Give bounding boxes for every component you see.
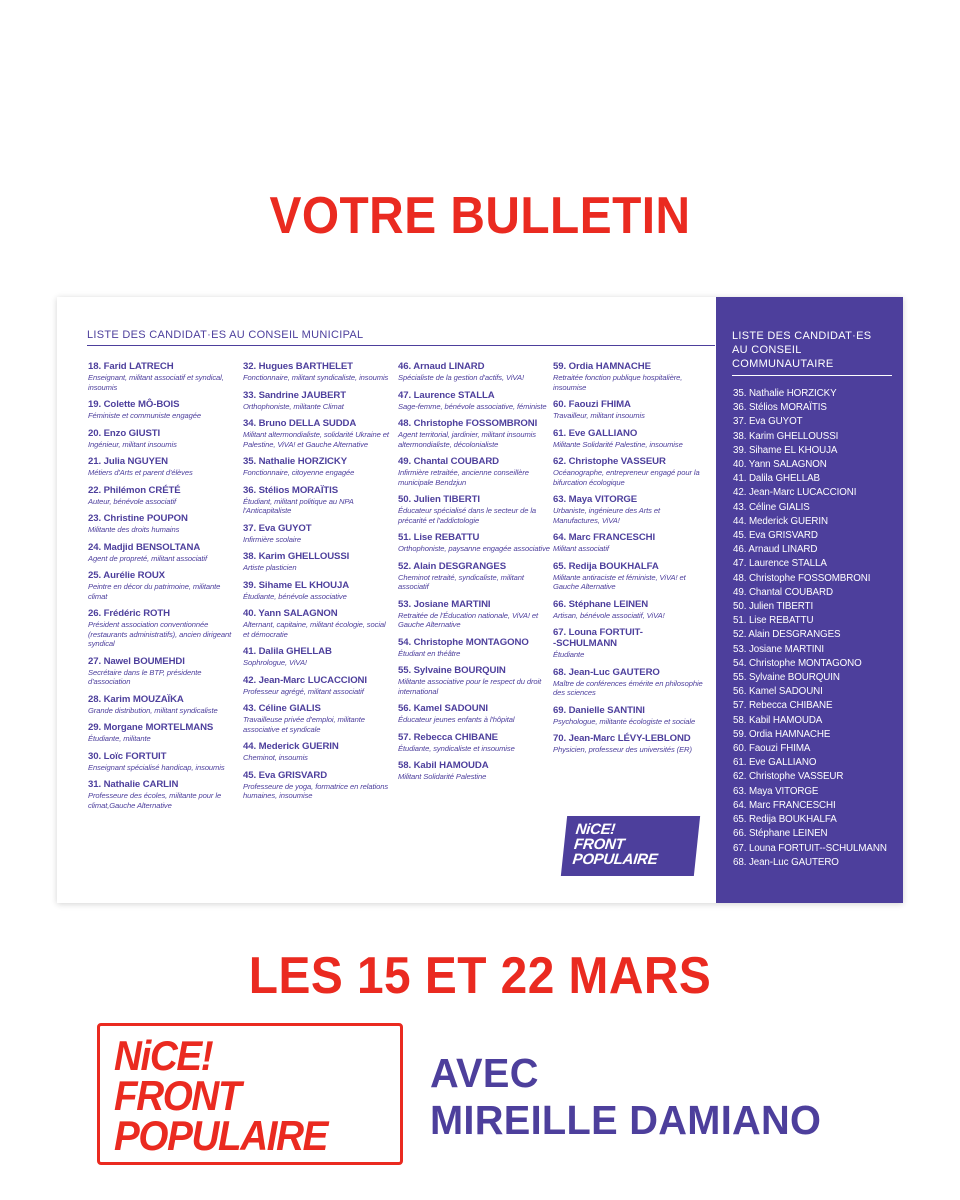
candidate-description: Professeure des écoles, militante pour le climat,Gauche Alternative xyxy=(88,791,222,810)
candidate-entry xyxy=(398,760,550,782)
candidate-entry xyxy=(553,494,705,525)
candidate-name: 29. Morgane MORTELMANS xyxy=(88,722,214,733)
candidate-description: Militant associatif xyxy=(553,544,609,553)
tagline-avec: AVEC xyxy=(430,1050,539,1096)
communautaire-candidate: 52. Alain DESGRANGES xyxy=(733,629,841,641)
candidate-name: 51. Lise REBATTU xyxy=(398,532,480,543)
candidate-name: 19. Colette MÔ-BOIS xyxy=(88,399,180,410)
candidate-description: Militante Solidarité Palestine, insoumise xyxy=(553,439,683,449)
page-title: VOTRE BULLETIN xyxy=(269,187,691,245)
candidate-entry xyxy=(553,733,705,755)
candidate-name: 69. Danielle SANTINI xyxy=(553,704,645,716)
candidate-name: 31. Nathalie CARLIN xyxy=(88,779,179,790)
candidate-description: Fonctionnaire, militant syndicaliste, insoumis xyxy=(243,373,389,382)
communautaire-candidate: 43. Céline GIALIS xyxy=(733,501,810,513)
candidate-name: 44. Mederick GUERIN xyxy=(243,741,339,752)
candidate-name: 54. Christophe MONTAGONO xyxy=(398,636,529,648)
communautaire-candidate: 59. Ordia HAMNACHE xyxy=(733,728,831,740)
candidate-entry xyxy=(88,361,238,392)
candidate-name: 62. Christophe VASSEUR xyxy=(553,456,666,467)
candidate-name: 59. Ordia HAMNACHE xyxy=(553,361,651,372)
candidate-entry xyxy=(398,494,550,525)
candidate-description: Sophrologue, ViVA! xyxy=(243,658,307,667)
candidate-name: 56. Kamel SADOUNI xyxy=(398,703,489,714)
candidate-description: Militante antiraciste et féministe, ViVA! et Gauche Alternative xyxy=(553,572,686,591)
candidate-name: 55. Sylvaine BOURQUIN xyxy=(398,665,506,676)
nice-front-populaire-logo-small xyxy=(561,816,700,876)
communautaire-candidate: 39. Sihame EL KHOUJA xyxy=(733,444,838,456)
logo-line-1: NiCE! xyxy=(114,1032,213,1079)
candidate-entry xyxy=(88,428,238,450)
candidate-entry xyxy=(88,570,238,601)
candidate-entry xyxy=(553,456,705,487)
candidate-name: 28. Karim MOUZAÏKA xyxy=(88,693,184,705)
candidate-entry xyxy=(243,485,393,516)
candidate-name: 32. Hugues BARTHELET xyxy=(243,361,353,372)
candidate-entry xyxy=(243,390,393,412)
candidate-entry xyxy=(88,751,238,773)
candidate-entry xyxy=(88,485,238,507)
candidate-entry xyxy=(398,361,550,383)
candidate-column-2 xyxy=(243,361,393,808)
candidate-entry xyxy=(398,665,550,696)
candidate-entry xyxy=(243,551,393,573)
candidate-name: 70. Jean-Marc LÉVY-LEBLOND xyxy=(553,733,691,744)
candidate-description: Psychologue, militante écologiste et sociale xyxy=(553,716,696,726)
candidate-entry xyxy=(553,399,705,421)
candidate-description: Retraitée de l'Éducation nationale, ViVA! et Gauche Alternative xyxy=(398,610,539,629)
candidate-name: 46. Arnaud LINARD xyxy=(398,361,485,372)
candidate-entry xyxy=(88,694,238,716)
candidate-name: 40. Yann SALAGNON xyxy=(243,608,338,619)
nice-front-populaire-logo xyxy=(97,1023,403,1165)
election-dates: LES 15 ET 22 MARS xyxy=(248,947,712,1005)
candidate-name: 34. Bruno DELLA SUDDA xyxy=(243,418,357,429)
candidate-description: Agent territorial, jardinier, militant insoumis altermondialiste, décolonialiste xyxy=(398,430,536,449)
candidate-entry xyxy=(398,456,550,487)
candidate-name: 23. Christine POUPON xyxy=(88,513,188,524)
candidate-description: Président association conventionnée (restaurants administratifs), ancien dirigeant syndical xyxy=(88,620,232,648)
candidate-entry xyxy=(243,523,393,545)
candidate-entry xyxy=(88,608,238,649)
communautaire-heading: LISTE DES CANDIDAT·ES AU CONSEIL COMMUNAUTAIRE xyxy=(732,329,892,376)
candidate-name: 27. Nawel BOUMEHDI xyxy=(88,655,185,667)
candidate-description: Éducateur jeunes enfants à l'hôpital xyxy=(398,715,515,724)
candidate-entry xyxy=(398,390,550,412)
candidate-entry xyxy=(243,703,393,734)
municipal-section xyxy=(57,297,716,903)
communautaire-candidate: 62. Christophe VASSEUR xyxy=(733,771,844,783)
candidate-description: Étudiante, syndicaliste et insoumise xyxy=(398,743,515,753)
candidate-name: 26. Frédéric ROTH xyxy=(88,608,171,619)
candidate-description: Militante des droits humains xyxy=(88,525,180,534)
candidate-description: Spécialiste de la gestion d'actifs, ViVA! xyxy=(398,373,524,382)
candidate-entry xyxy=(243,456,393,478)
candidate-description: Enseignant, militant associatif et syndical, insoumis xyxy=(88,373,224,392)
candidate-description: Ingénieur, militant insoumis xyxy=(88,439,177,449)
candidate-description: Fonctionnaire, citoyenne engagée xyxy=(243,468,355,477)
candidate-name: 42. Jean-Marc LUCACCIONI xyxy=(243,674,367,686)
candidate-name: 24. Madjid BENSOLTANA xyxy=(88,541,201,553)
candidate-entry xyxy=(398,561,550,592)
candidate-name: 64. Marc FRANCESCHI xyxy=(553,532,656,543)
tagline-lead-candidate: MIREILLE DAMIANO xyxy=(430,1097,822,1143)
candidate-name: 57. Rebecca CHIBANE xyxy=(398,731,498,743)
candidate-name: 35. Nathalie HORZICKY xyxy=(243,456,347,467)
candidate-entry xyxy=(398,532,550,554)
candidate-name: 18. Farid LATRECH xyxy=(88,361,174,372)
candidate-entry xyxy=(553,428,705,450)
candidate-name: 25. Aurélie ROUX xyxy=(88,570,165,581)
candidate-name: 22. Philémon CRÉTÉ xyxy=(88,484,181,496)
candidate-description: Professeur agrégé, militant associatif xyxy=(243,686,364,696)
communautaire-candidate: 57. Rebecca CHIBANE xyxy=(733,700,833,712)
candidate-name: 52. Alain DESGRANGES xyxy=(398,560,507,572)
candidate-entry xyxy=(553,361,705,392)
candidate-description: Éducateur spécialisé dans le secteur de la précarité et l'addictologie xyxy=(398,506,537,525)
communautaire-candidate: 54. Christophe MONTAGONO xyxy=(733,657,862,669)
candidate-entry xyxy=(243,770,393,801)
candidate-name: 49. Chantal COUBARD xyxy=(398,456,499,467)
communautaire-section xyxy=(716,297,903,903)
candidate-description: Alternant, capitaine, militant écologie, social et démocratie xyxy=(243,620,386,639)
candidate-name: 45. Eva GRISVARD xyxy=(243,769,328,781)
candidate-description: Étudiante, militante xyxy=(88,734,151,743)
candidate-entry xyxy=(88,399,238,421)
communautaire-candidate: 51. Lise REBATTU xyxy=(733,615,814,627)
candidate-description: Sage-femme, bénévole associative, féministe xyxy=(398,401,547,411)
candidate-name: 68. Jean-Luc GAUTERO xyxy=(553,666,660,678)
candidate-name: 60. Faouzi FHIMA xyxy=(553,399,631,410)
candidate-name: 48. Christophe FOSSOMBRONI xyxy=(398,418,538,429)
candidate-entry xyxy=(88,779,238,810)
candidate-name: 30. Loïc FORTUIT xyxy=(88,750,167,762)
candidate-name: 66. Stéphane LEINEN xyxy=(553,598,649,610)
communautaire-candidate: 61. Eve GALLIANO xyxy=(733,757,817,769)
candidate-entry xyxy=(88,656,238,687)
candidate-description: Orthophoniste, paysanne engagée associative xyxy=(398,544,550,553)
communautaire-candidate: 60. Faouzi FHIMA xyxy=(733,743,811,755)
candidate-description: Artiste plasticien xyxy=(243,563,297,572)
communautaire-candidate: 64. Marc FRANCESCHI xyxy=(733,799,836,811)
candidate-description: Militante associative pour le respect du droit international xyxy=(398,677,542,696)
candidate-entry xyxy=(553,627,705,660)
candidate-name: 21. Julia NGUYEN xyxy=(88,456,168,467)
municipal-heading: LISTE DES CANDIDAT·ES AU CONSEIL MUNICIPAL xyxy=(87,329,715,346)
candidate-entry xyxy=(243,646,393,668)
communautaire-candidate: 65. Redija BOUKHALFA xyxy=(733,814,837,826)
candidate-column-4 xyxy=(553,361,705,762)
communautaire-candidate: 42. Jean-Marc LUCACCIONI xyxy=(733,487,857,499)
candidate-description: Militant Solidarité Palestine xyxy=(398,772,487,781)
communautaire-candidate: 44. Mederick GUERIN xyxy=(733,515,829,527)
communautaire-candidate: 35. Nathalie HORZICKY xyxy=(733,388,837,399)
candidate-description: Auteur, bénévole associatif xyxy=(88,496,177,506)
candidate-entry xyxy=(553,561,705,592)
communautaire-candidate: 68. Jean-Luc GAUTERO xyxy=(733,856,839,868)
candidate-name: 50. Julien TIBERTI xyxy=(398,494,480,505)
candidate-entry xyxy=(88,542,238,564)
candidate-name: 43. Céline GIALIS xyxy=(243,703,321,714)
communautaire-candidate: 56. Kamel SADOUNI xyxy=(733,686,823,698)
candidate-description: Physicien, professeur des universités (ER) xyxy=(553,745,692,754)
candidate-entry xyxy=(398,637,550,659)
candidate-description: Océanographe, entrepreneur engagé pour la bifurcation écologique xyxy=(553,468,700,487)
communautaire-candidate: 48. Christophe FOSSOMBRONI xyxy=(733,572,871,584)
communautaire-candidate: 45. Eva GRISVARD xyxy=(733,530,818,542)
candidate-name: 33. Sandrine JAUBERT xyxy=(243,389,347,401)
candidate-entry xyxy=(398,703,550,725)
logo-line-3: POPULAIRE xyxy=(114,1112,328,1159)
candidate-entry xyxy=(243,608,393,639)
logo-small-line-1: NiCE! xyxy=(574,821,616,838)
candidate-name: 67. Louna FORTUIT- -SCHULMANN xyxy=(553,627,643,649)
candidate-name: 53. Josiane MARTINI xyxy=(398,598,491,610)
candidate-description: Féministe et communiste engagée xyxy=(88,411,201,420)
candidate-description: Peintre en décor du patrimoine, militante climat xyxy=(88,582,221,601)
candidate-name: 41. Dalila GHELLAB xyxy=(243,646,332,657)
candidate-description: Infirmière retraitée, ancienne conseillère municipale Bendzjun xyxy=(398,468,529,487)
candidate-description: Militant altermondialiste, solidarité Ukraine et Palestine, ViVA! et Gauche Alternative xyxy=(243,430,389,449)
candidate-name: 39. Sihame EL KHOUJA xyxy=(243,579,350,591)
candidate-description: Infirmière scolaire xyxy=(243,534,302,544)
candidate-name: 61. Eve GALLIANO xyxy=(553,427,638,439)
candidate-entry xyxy=(243,675,393,697)
communautaire-candidate: 63. Maya VITORGE xyxy=(733,785,819,797)
candidate-entry xyxy=(243,418,393,449)
candidate-description: Étudiant en théâtre xyxy=(398,648,461,658)
candidate-description: Étudiante xyxy=(553,650,585,659)
candidate-description: Cheminot retraité, syndicaliste, militant associatif xyxy=(398,572,524,591)
candidate-name: 63. Maya VITORGE xyxy=(553,494,638,505)
communautaire-list xyxy=(733,387,898,870)
communautaire-candidate: 66. Stéphane LEINEN xyxy=(733,828,828,840)
candidate-description: Maître de conférences émérite en philosophie des sciences xyxy=(553,678,703,697)
communautaire-candidate: 46. Arnaud LINARD xyxy=(733,544,818,556)
candidate-entry xyxy=(88,456,238,478)
logo-line-2: FRONT xyxy=(114,1072,241,1119)
candidate-description: Travailleur, militant insoumis xyxy=(553,411,645,420)
communautaire-candidate: 40. Yann SALAGNON xyxy=(733,459,827,471)
candidate-entry xyxy=(243,361,393,383)
candidate-entry xyxy=(398,732,550,754)
candidate-entry xyxy=(553,532,705,554)
candidate-name: 47. Laurence STALLA xyxy=(398,389,495,401)
candidate-entry xyxy=(398,418,550,449)
candidate-entry xyxy=(243,580,393,602)
candidate-name: 37. Eva GUYOT xyxy=(243,522,312,534)
candidate-description: Métiers d'Arts et parent d'élèves xyxy=(88,468,193,477)
candidate-description: Artisan, bénévole associatif, ViVA! xyxy=(553,610,665,620)
communautaire-candidate: 36. Stélios MORAÏTIS xyxy=(733,402,827,414)
communautaire-candidate: 47. Laurence STALLA xyxy=(733,558,827,570)
candidate-name: 65. Redija BOUKHALFA xyxy=(553,560,659,572)
candidate-description: Étudiante, bénévole associative xyxy=(243,591,347,601)
candidate-entry xyxy=(243,741,393,763)
candidate-description: Travailleuse privée d'emploi, militante associative et syndicale xyxy=(243,715,365,734)
communautaire-candidate: 38. Karim GHELLOUSSI xyxy=(733,430,839,442)
logo-small-line-3: POPULAIRE xyxy=(571,851,659,868)
candidate-entry xyxy=(553,599,705,621)
candidate-entry xyxy=(553,667,705,698)
candidate-column-1 xyxy=(88,361,238,817)
candidate-description: Urbaniste, ingénieure des Arts et Manufactures, ViVA! xyxy=(553,506,661,525)
ballot-card xyxy=(57,297,903,903)
candidate-description: Professeure de yoga, formatrice en relations humaines, insoumise xyxy=(243,781,389,800)
candidate-description: Grande distribution, militant syndicaliste xyxy=(88,705,218,715)
communautaire-candidate: 50. Julien TIBERTI xyxy=(733,601,814,613)
candidate-tagline xyxy=(430,1050,821,1144)
candidate-entry xyxy=(398,599,550,630)
candidate-entry xyxy=(553,705,705,727)
candidate-description: Orthophoniste, militante Climat xyxy=(243,401,344,411)
candidate-entry xyxy=(88,722,238,744)
communautaire-candidate: 53. Josiane MARTINI xyxy=(733,643,825,655)
candidate-entry xyxy=(88,513,238,535)
candidate-description: Secrétaire dans le BTP, présidente d'association xyxy=(88,667,202,686)
communautaire-candidate: 58. Kabil HAMOUDA xyxy=(733,714,823,726)
candidate-description: Enseignant spécialisé handicap, insoumis xyxy=(88,762,225,772)
communautaire-candidate: 55. Sylvaine BOURQUIN xyxy=(733,672,840,684)
candidate-description: Retraitée fonction publique hospitalière, insoumise xyxy=(553,373,683,392)
candidate-name: 58. Kabil HAMOUDA xyxy=(398,760,489,771)
communautaire-candidate: 67. Louna FORTUIT--SCHULMANN xyxy=(733,842,887,854)
communautaire-candidate: 37. Eva GUYOT xyxy=(733,416,803,428)
candidate-description: Cheminot, insoumis xyxy=(243,753,308,762)
communautaire-candidate: 41. Dalila GHELLAB xyxy=(733,473,820,485)
logo-small-line-2: FRONT xyxy=(573,836,626,853)
candidate-name: 36. Stélios MORAÏTIS xyxy=(243,484,339,496)
candidate-name: 20. Enzo GIUSTI xyxy=(88,427,161,439)
candidate-name: 38. Karim GHELLOUSSI xyxy=(243,551,350,562)
candidate-description: Étudiant, militant politique au NPA l'Anticapitaliste xyxy=(243,496,354,515)
communautaire-candidate: 49. Chantal COUBARD xyxy=(733,586,833,598)
candidate-column-3 xyxy=(398,361,550,789)
candidate-description: Agent de propreté, militant associatif xyxy=(88,553,208,563)
